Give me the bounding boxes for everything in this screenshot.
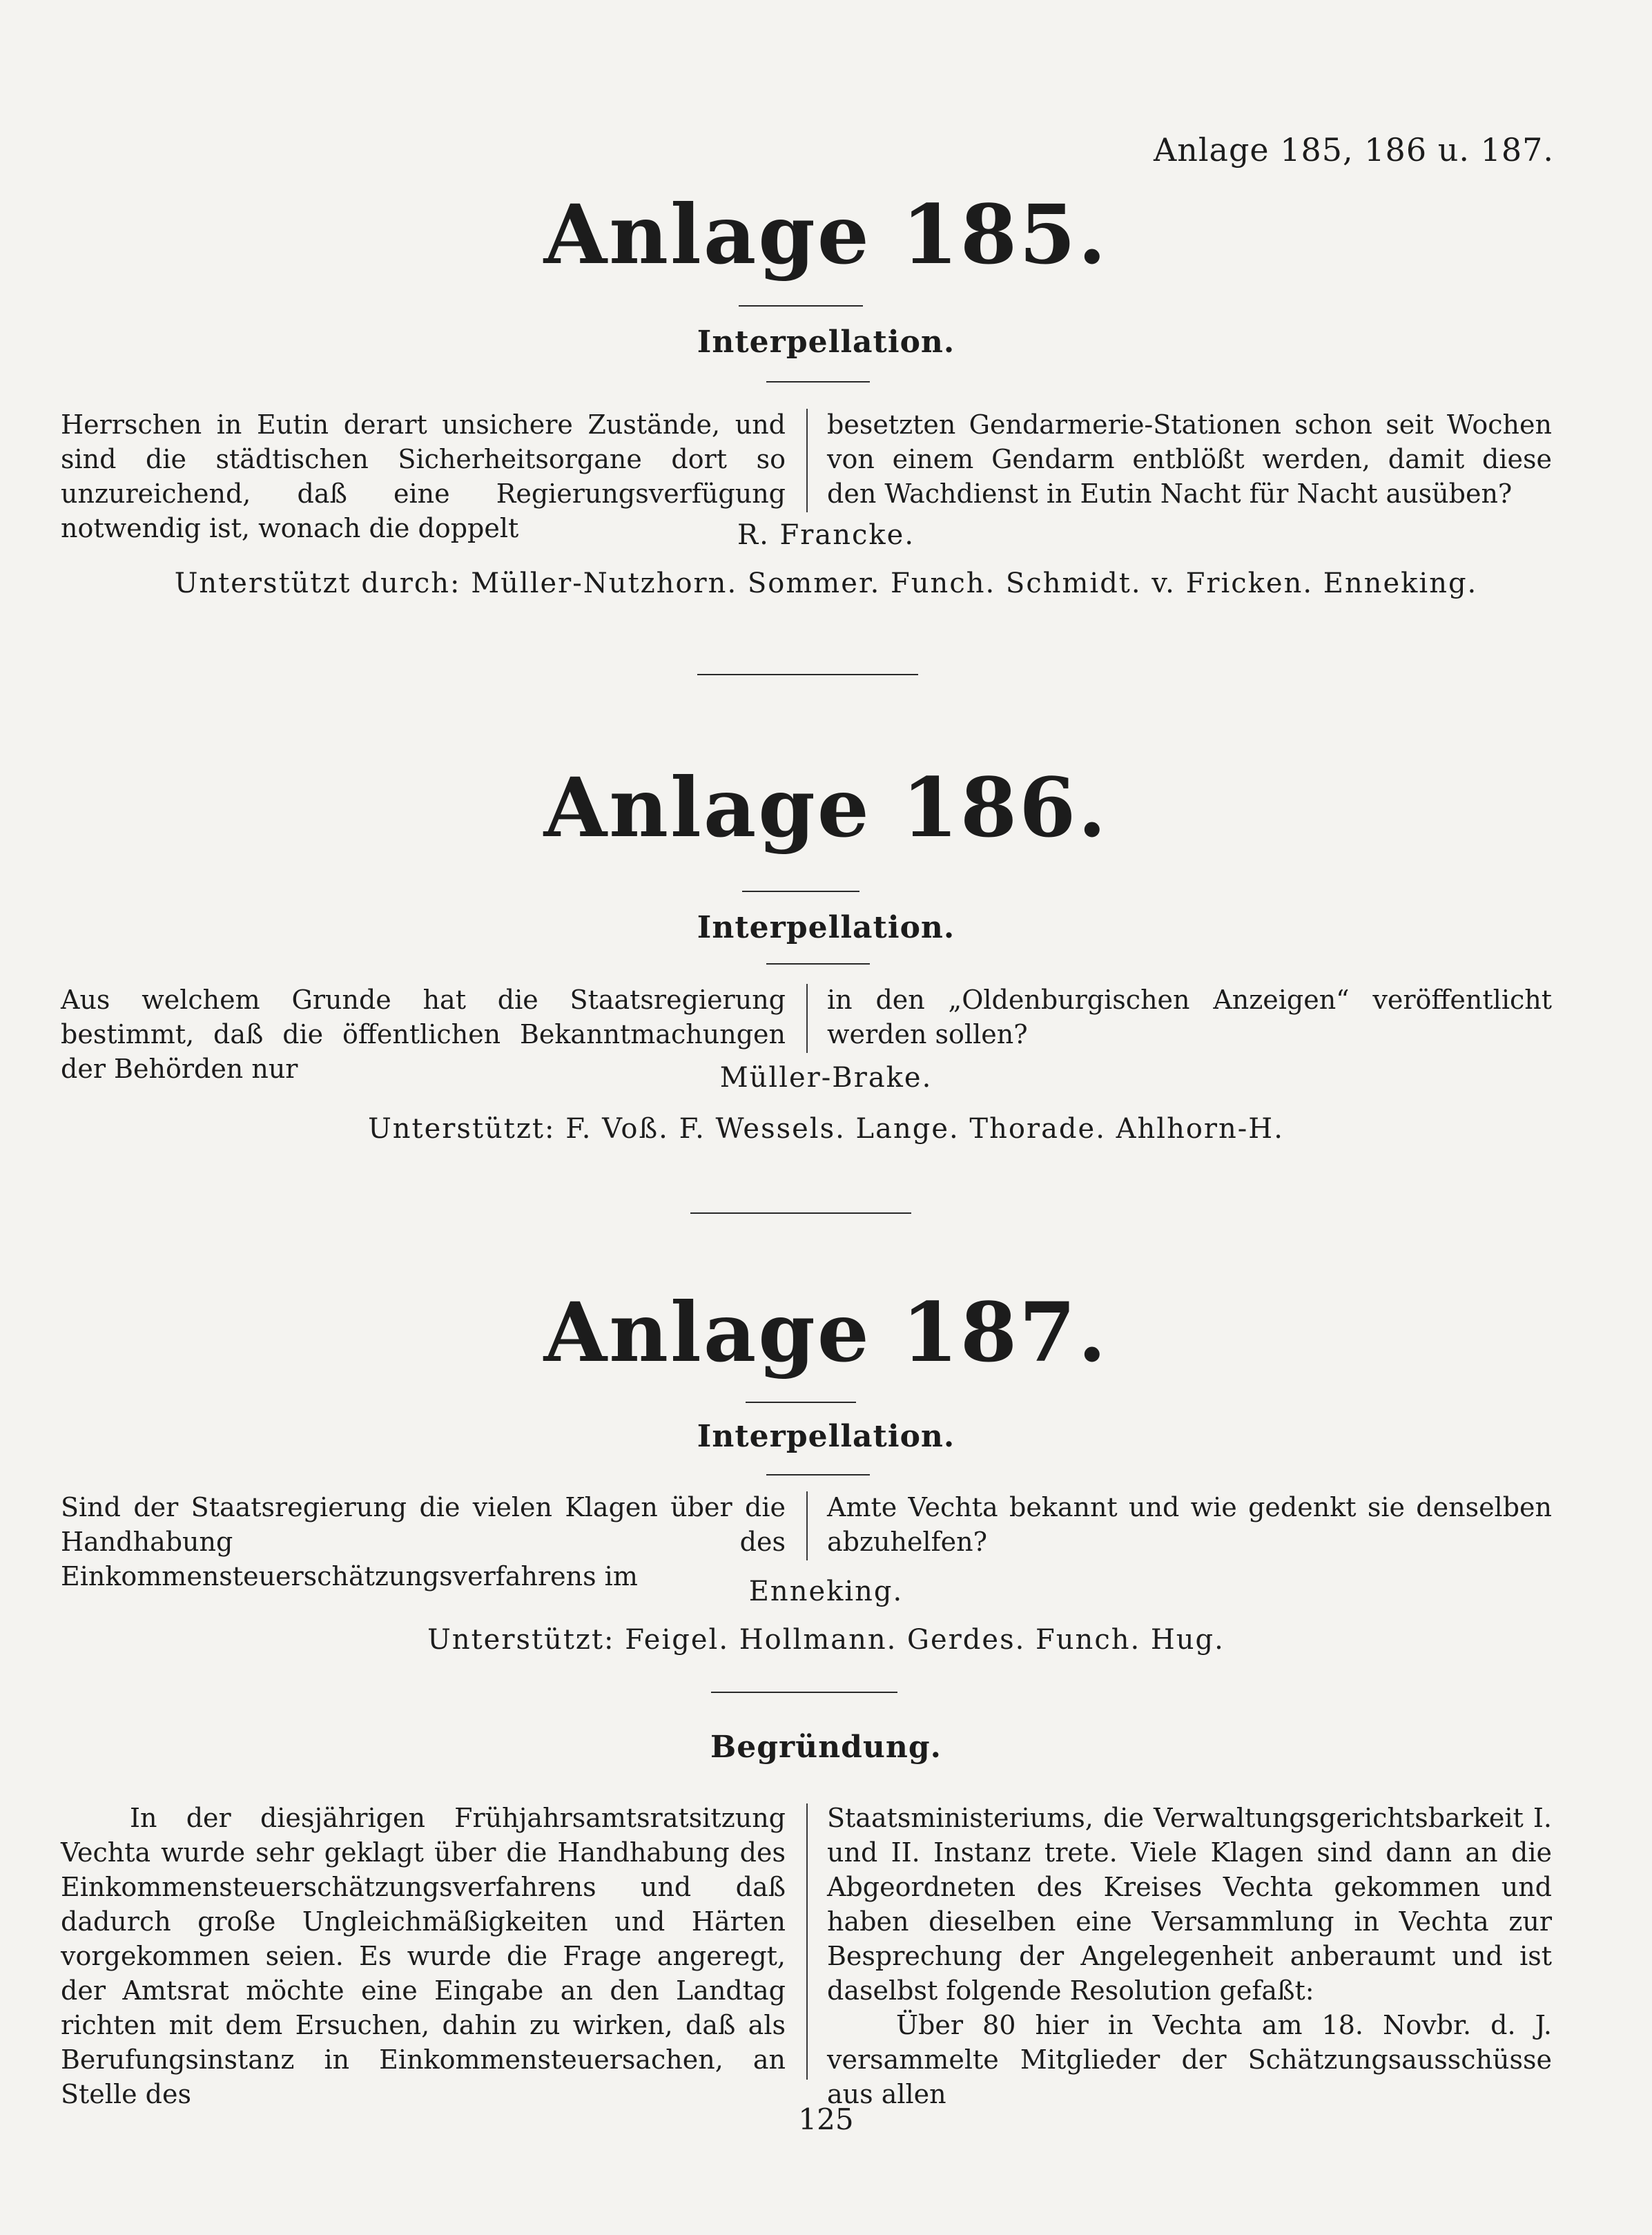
column-divider-186 xyxy=(806,984,808,1053)
begruendung-heading: Begründung. xyxy=(710,1730,942,1765)
anlage-186-text-right: in den „Oldenburgischen Anzeigen“ veröffentlicht werden sollen? xyxy=(827,985,1552,1049)
section-separator-1 xyxy=(697,674,918,675)
begruendung-text-right-2: Über 80 hier in Vechta am 18. Novbr. d. J. versammelte Mitglieder der Schätzungsausschüsse aus allen xyxy=(827,2010,1552,2109)
page-number: 125 xyxy=(798,2102,854,2136)
anlage-185-subtitle: Interpellation. xyxy=(697,325,955,360)
rule-187-top xyxy=(746,1402,856,1403)
anlage-185-title: Anlage 185. xyxy=(543,186,1109,282)
anlage-186-signer: Müller-Brake. xyxy=(719,1062,933,1094)
anlage-186-title: Anlage 186. xyxy=(543,759,1109,855)
anlage-187-signer: Enneking. xyxy=(748,1576,904,1607)
column-divider-begruendung xyxy=(806,1803,808,2080)
rule-begruendung-top xyxy=(711,1692,897,1693)
anlage-187-text-right: Amte Vechta bekannt und wie gedenkt sie denselben abzuhelfen? xyxy=(827,1492,1552,1557)
rule-187-bottom xyxy=(766,1474,870,1476)
rule-186-top xyxy=(742,891,859,892)
anlage-187-text-left: Sind der Staatsregierung die vielen Klagen über die Handhabung des Einkommensteuerschätzungsverfahrens im xyxy=(61,1492,786,1591)
begruendung-text-left: In der diesjährigen Frühjahrsamtsratsitzung Vechta wurde sehr geklagt über die Handhabung des Einkommensteuerschätzungsverfahrens und daß dadurch große Ungleichmäßigkeiten und Härten vorgekommen seien. Es wurde die Frage angeregt, der Amtsrat möchte eine Eingabe an den Landtag richten mit dem Ersuchen, dahin zu wirken, daß als Berufungsinstanz in Einkommensteuersachen, an Stelle des xyxy=(61,1803,786,2109)
anlage-186-supporters: Unterstützt: F. Voß. F. Wessels. Lange. Thorade. Ahlhorn-H. xyxy=(368,1113,1284,1145)
rule-185-top xyxy=(739,305,863,307)
anlage-186-text-left: Aus welchem Grunde hat die Staatsregierung bestimmt, daß die öffentlichen Bekanntmachungen der Behörden nur xyxy=(61,985,786,1084)
column-divider-187 xyxy=(806,1491,808,1560)
anlage-187-title: Anlage 187. xyxy=(543,1284,1109,1380)
anlage-185-text-left: Herrschen in Eutin derart unsichere Zustände, und sind die städtischen Sicherheitsorgane dort so unzureichend, daß eine Regierungsverfügung notwendig ist, wonach die doppelt xyxy=(61,409,786,543)
anlage-185-text-right: besetzten Gendarmerie-Stationen schon seit Wochen von einem Gendarm entblößt werden, damit diese den Wachdienst in Eutin Nacht für Nacht ausüben? xyxy=(827,409,1552,509)
anlage-185-signer: R. Francke. xyxy=(737,519,915,551)
anlage-186-subtitle: Interpellation. xyxy=(697,910,955,945)
anlage-187-supporters: Unterstützt: Feigel. Hollmann. Gerdes. Funch. Hug. xyxy=(427,1624,1225,1656)
anlage-187-subtitle: Interpellation. xyxy=(697,1419,955,1454)
rule-186-bottom xyxy=(766,963,870,965)
anlage-185-supporters: Unterstützt durch: Müller-Nutzhorn. Sommer. Funch. Schmidt. v. Fricken. Enneking. xyxy=(174,568,1478,599)
begruendung-text-right-1: Staatsministeriums, die Verwaltungsgerichtsbarkeit I. und II. Instanz trete. Viele Klagen sind dann an die Abgeordneten des Kreises Vechta gekommen und haben dieselben eine Versammlung in Vechta zur Besprechung der Angelegenheit anberaumt und ist daselbst folgende Resolution gefaßt: xyxy=(827,1803,1552,2006)
section-separator-2 xyxy=(690,1212,911,1214)
running-header: Anlage 185, 186 u. 187. xyxy=(1153,131,1554,168)
rule-185-bottom xyxy=(766,381,870,383)
column-divider-185 xyxy=(806,409,808,512)
